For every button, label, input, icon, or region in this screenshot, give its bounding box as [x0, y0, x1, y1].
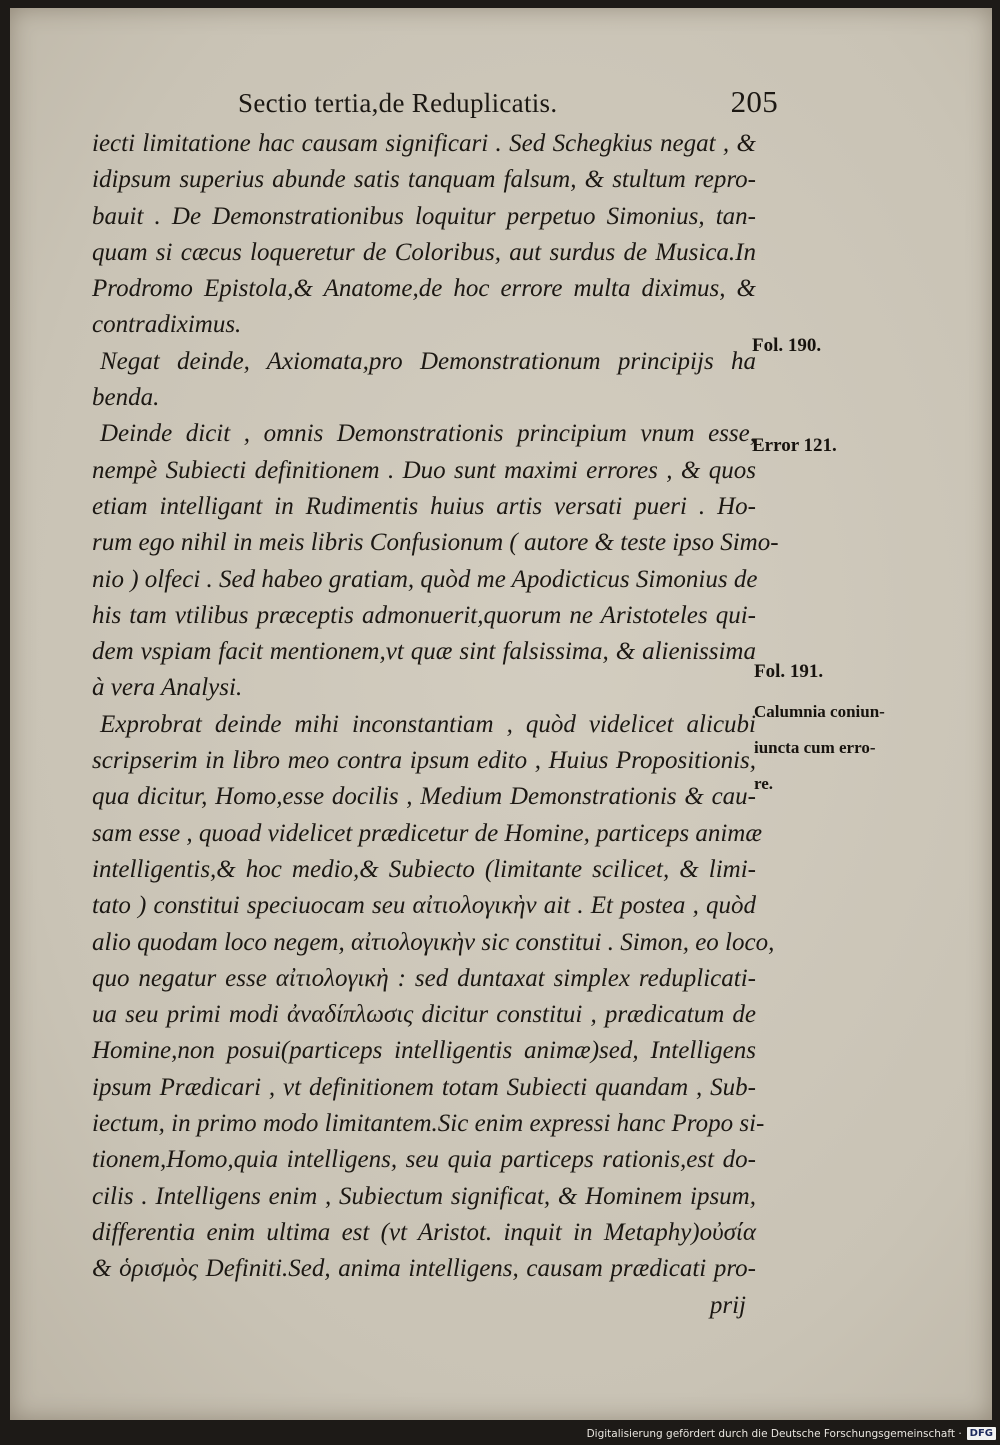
text-line: nio ) olfeci . Sed habeo gratiam, quòd me Apodicticus Simonius de	[92, 565, 758, 593]
text-line: Homine,non posui(particeps intelligentis animæ)sed, Intelligens	[92, 1037, 756, 1065]
text-line: Deinde dicit , omnis Demonstrationis principium vnum esse,	[100, 420, 756, 448]
text-line: intelligentis,& hoc medio,& Subiecto (limitante scilicet, & limi-	[92, 855, 756, 883]
margin-note-calumnia: Calumnia coniun-	[754, 702, 885, 721]
text-line: Negat deinde, Axiomata,pro Demonstrationum principijs ha	[100, 347, 756, 375]
text-line: ua seu primi modi ἀναδίπλωσις dicitur constitui , prædicatum de	[92, 1001, 756, 1029]
text-line: cilis . Intelligens enim , Subiectum significat, & Hominem ipsum,	[92, 1182, 756, 1210]
margin-note-folio: Fol. 190.	[752, 335, 822, 356]
text-line: his tam vtilibus præceptis admonuerit,quorum ne Aristoteles qui-	[92, 601, 756, 629]
text-line: contradiximus.	[92, 311, 242, 339]
text-line: differentia enim ultima est (vt Aristot. inquit in Metaphy)οὐσία	[92, 1218, 756, 1246]
dfg-logo: DFG	[967, 1427, 996, 1440]
margin-note-folio: Fol. 191.	[754, 661, 824, 682]
credit-text: Digitalisierung gefördert durch die Deutsche Forschungsgemeinschaft ·	[586, 1427, 962, 1440]
running-title: Sectio tertia,de Reduplicatis.	[238, 88, 558, 118]
text-line: sam esse , quoad videlicet prædicetur de Homine, particeps animæ	[92, 819, 763, 847]
text-line: quo negatur esse αἰτιολογικὴ : sed duntaxat simplex reduplicati-	[92, 964, 756, 992]
text-line: ipsum Prædicari , vt definitionem totam Subiecti quandam , Sub-	[92, 1073, 756, 1101]
text-line: tato ) constitui speciuocam seu αἰτιολογικὴν ait . Et postea , quòd	[92, 892, 756, 920]
text-line: quam si cæcus loqueretur de Coloribus, aut surdus de Musica.In	[92, 238, 756, 266]
text-line: Exprobrat deinde mihi inconstantiam , quòd videlicet alicubi	[100, 710, 756, 738]
text-line: scripserim in libro meo contra ipsum edito , Huius Propositionis,	[92, 747, 756, 775]
margin-note-calumnia: iuncta cum erro-	[754, 738, 876, 757]
book-page	[10, 8, 992, 1420]
margin-note-calumnia: re.	[754, 774, 774, 793]
page-number: 205	[730, 84, 778, 119]
catchword: prij	[709, 1291, 746, 1319]
text-line: etiam intelligant in Rudimentis huius artis versati pueri . Ho-	[92, 492, 756, 520]
text-line: iecti limitatione hac causam significari . Sed Schegkius negat , &	[92, 130, 756, 157]
text-line: bauit . De Demonstrationibus loquitur perpetuo Simonius, tan-	[92, 202, 756, 230]
text-line: Prodromo Epistola,& Anatome,de hoc errore multa diximus, &	[92, 275, 756, 303]
text-line: nempè Subiecti definitionem . Duo sunt maximi errores , & quos	[92, 456, 756, 484]
text-line: alio quodam loco negem, αἰτιολογικὴν sic constitui . Simon, eo loco,	[92, 928, 775, 956]
text-line: benda.	[92, 384, 160, 412]
text-line: qua dicitur, Homo,esse docilis , Medium Demonstrationis & cau-	[92, 783, 756, 811]
text-line: rum ego nihil in meis libris Confusionum ( autore & teste ipso Simo-	[92, 529, 779, 557]
margin-note-error: Error 121.	[752, 435, 837, 456]
text-line: & ὁρισμὸς Definiti.Sed, anima intelligens, causam prædicati pro-	[92, 1255, 756, 1283]
text-line: tionem,Homo,quia intelligens, seu quia particeps rationis,est do-	[92, 1146, 756, 1174]
body-text	[92, 126, 779, 1324]
text-line: iectum, in primo modo limitantem.Sic enim expressi hanc Propo si-	[92, 1110, 765, 1138]
page-header	[238, 84, 778, 128]
text-line: dem vspiam facit mentionem,vt quæ sint falsissima, & alienissima	[92, 638, 756, 666]
text-line: idipsum superius abunde satis tanquam falsum, & stultum repro-	[92, 166, 756, 194]
digitization-credit	[587, 1426, 996, 1441]
text-line: à vera Analysi.	[92, 674, 243, 702]
